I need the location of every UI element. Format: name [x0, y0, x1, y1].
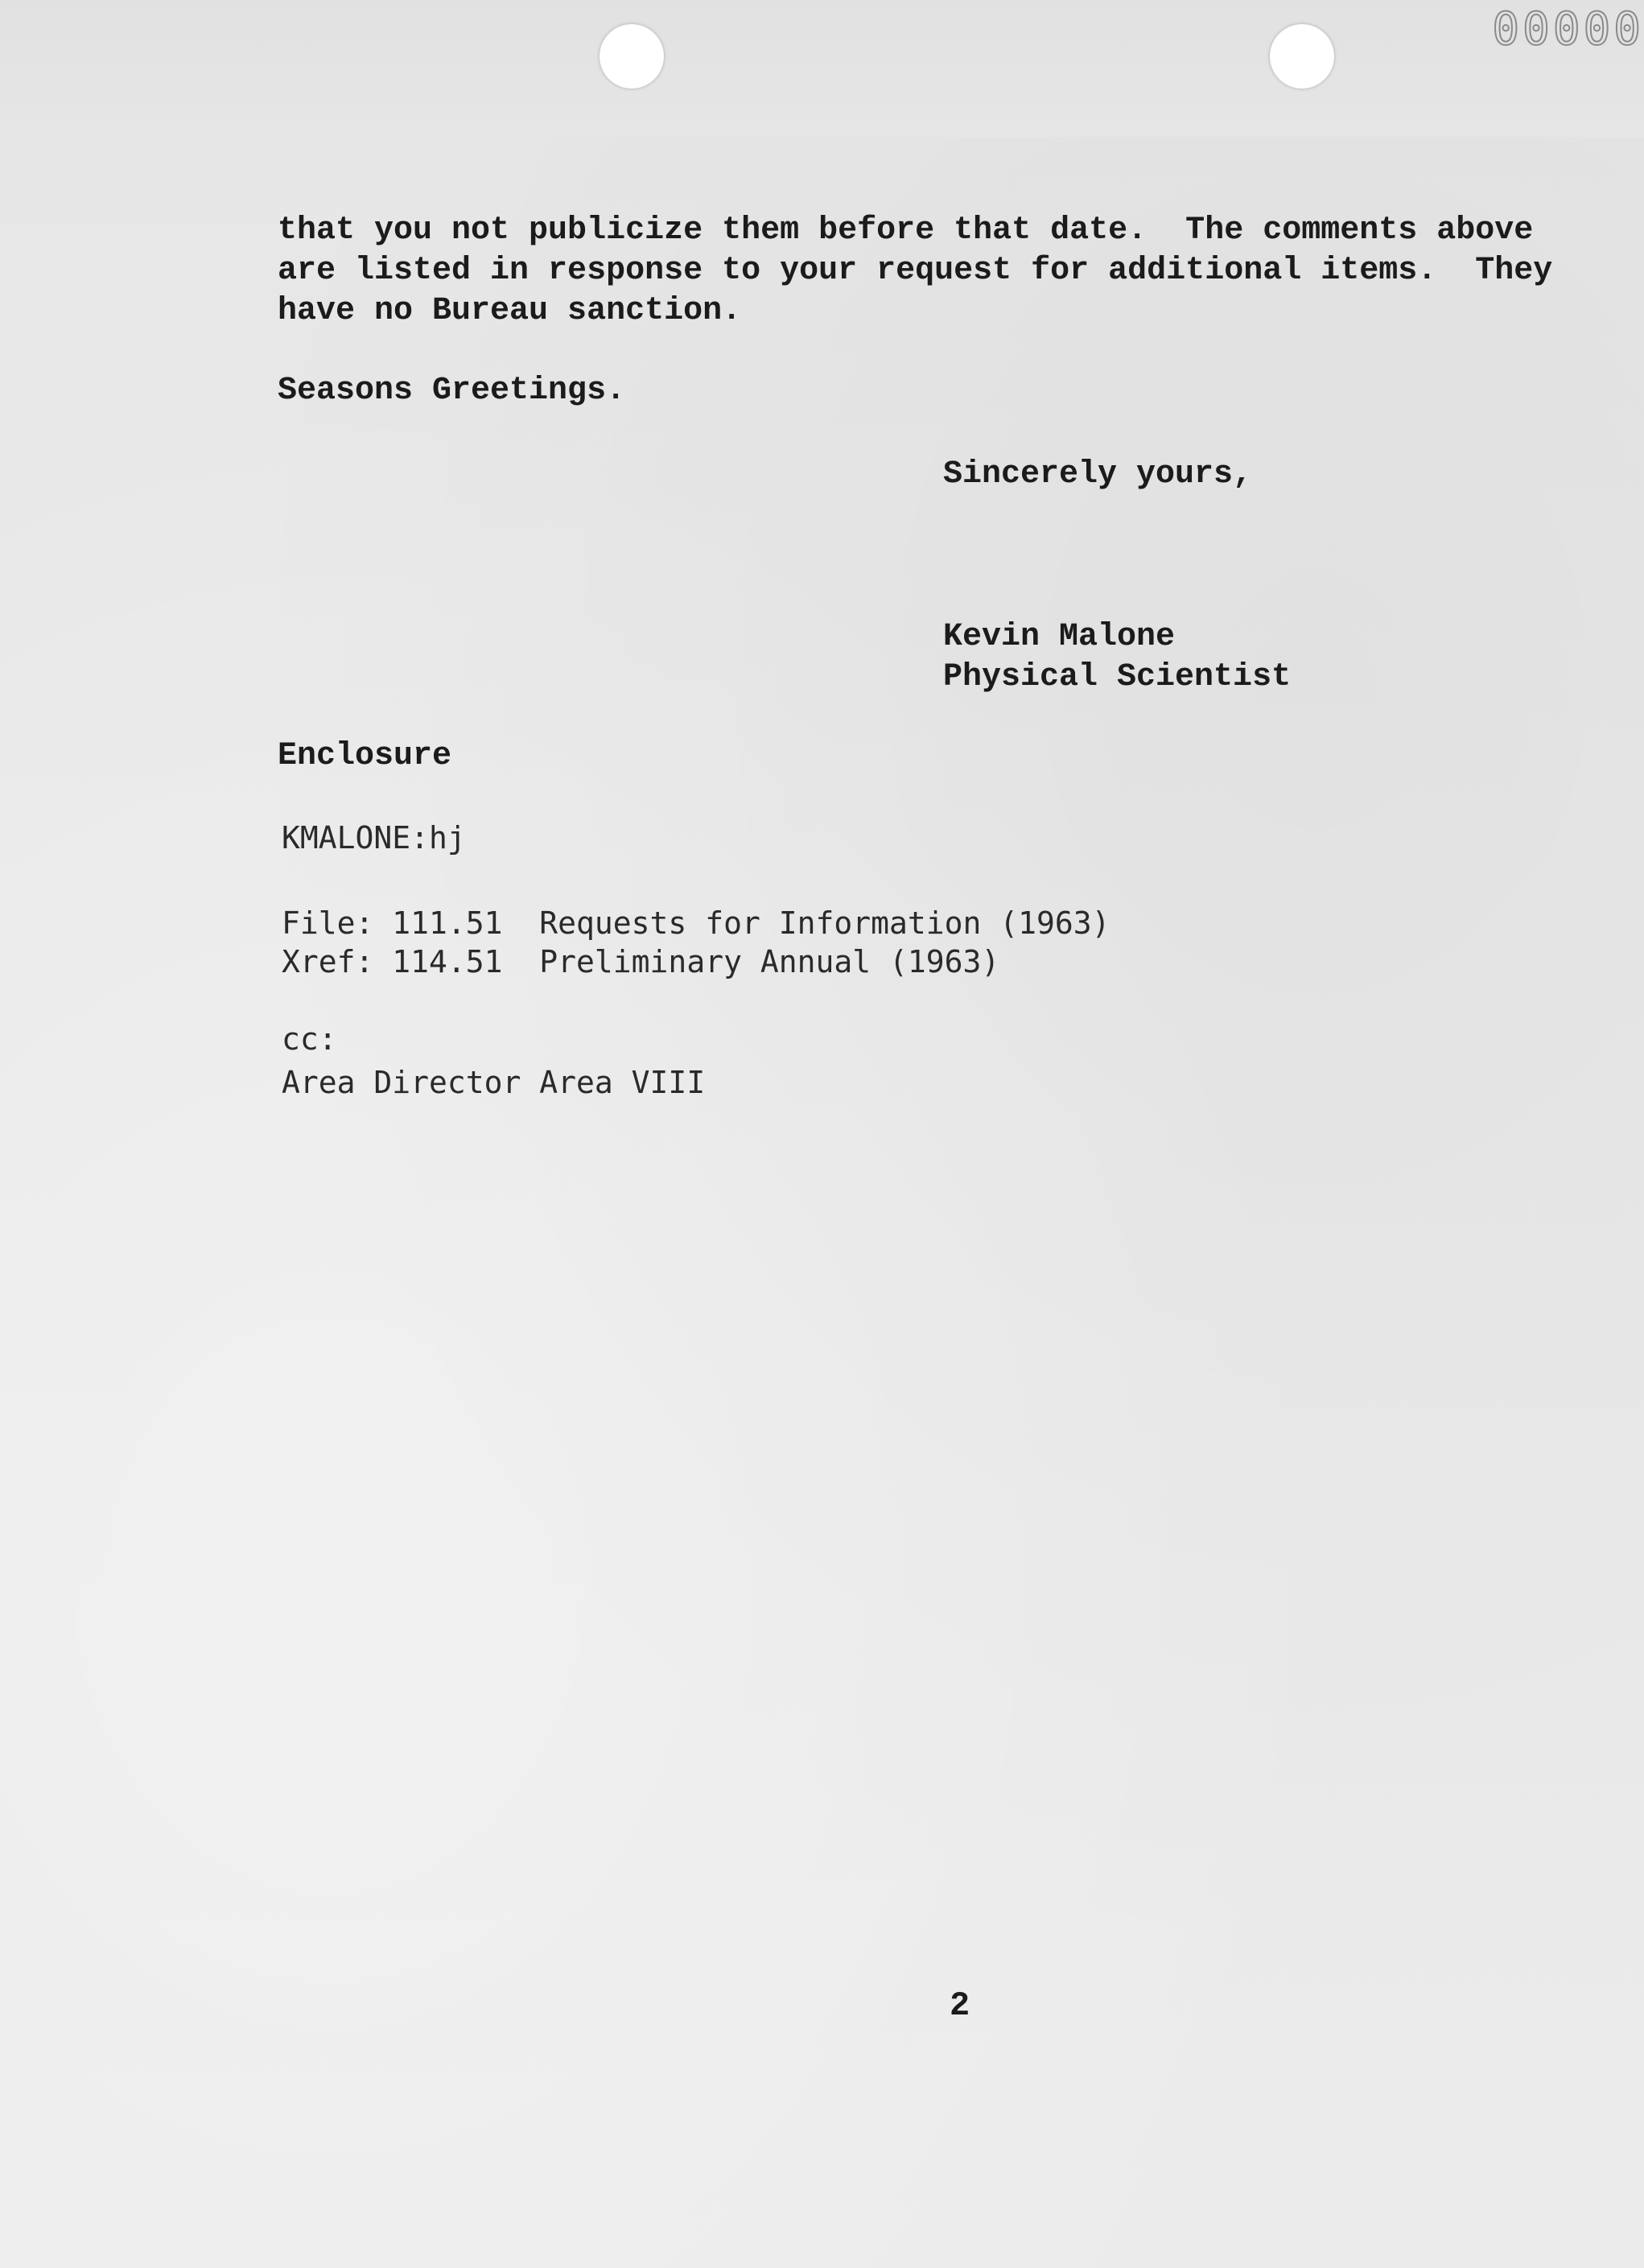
cc-label: cc:	[282, 1021, 337, 1057]
greeting: Seasons Greetings.	[278, 373, 626, 409]
reference-initials: KMALONE:hj	[282, 820, 466, 856]
closing: Sincerely yours,	[943, 456, 1253, 493]
punch-hole-left	[600, 24, 664, 89]
body-line-2: are listed in response to your request for additional items. They	[278, 253, 1553, 289]
page-top-strip	[0, 0, 1644, 137]
body-line-1: that you not publicize them before that date. The comments above	[278, 212, 1534, 249]
page-number: 2	[950, 1986, 970, 2025]
page-stamp-number: 00000	[1492, 3, 1644, 56]
enclosure-label: Enclosure	[278, 738, 452, 774]
signer-title: Physical Scientist	[943, 659, 1292, 695]
punch-hole-right	[1270, 24, 1334, 89]
file-reference: File: 111.51 Requests for Information (1963)	[282, 905, 1110, 941]
signer-name: Kevin Malone	[943, 619, 1176, 655]
body-line-3: have no Bureau sanction.	[278, 293, 742, 329]
cc-recipient: Area Director Area VIII	[282, 1065, 706, 1100]
cross-reference: Xref: 114.51 Preliminary Annual (1963)	[282, 944, 1000, 979]
